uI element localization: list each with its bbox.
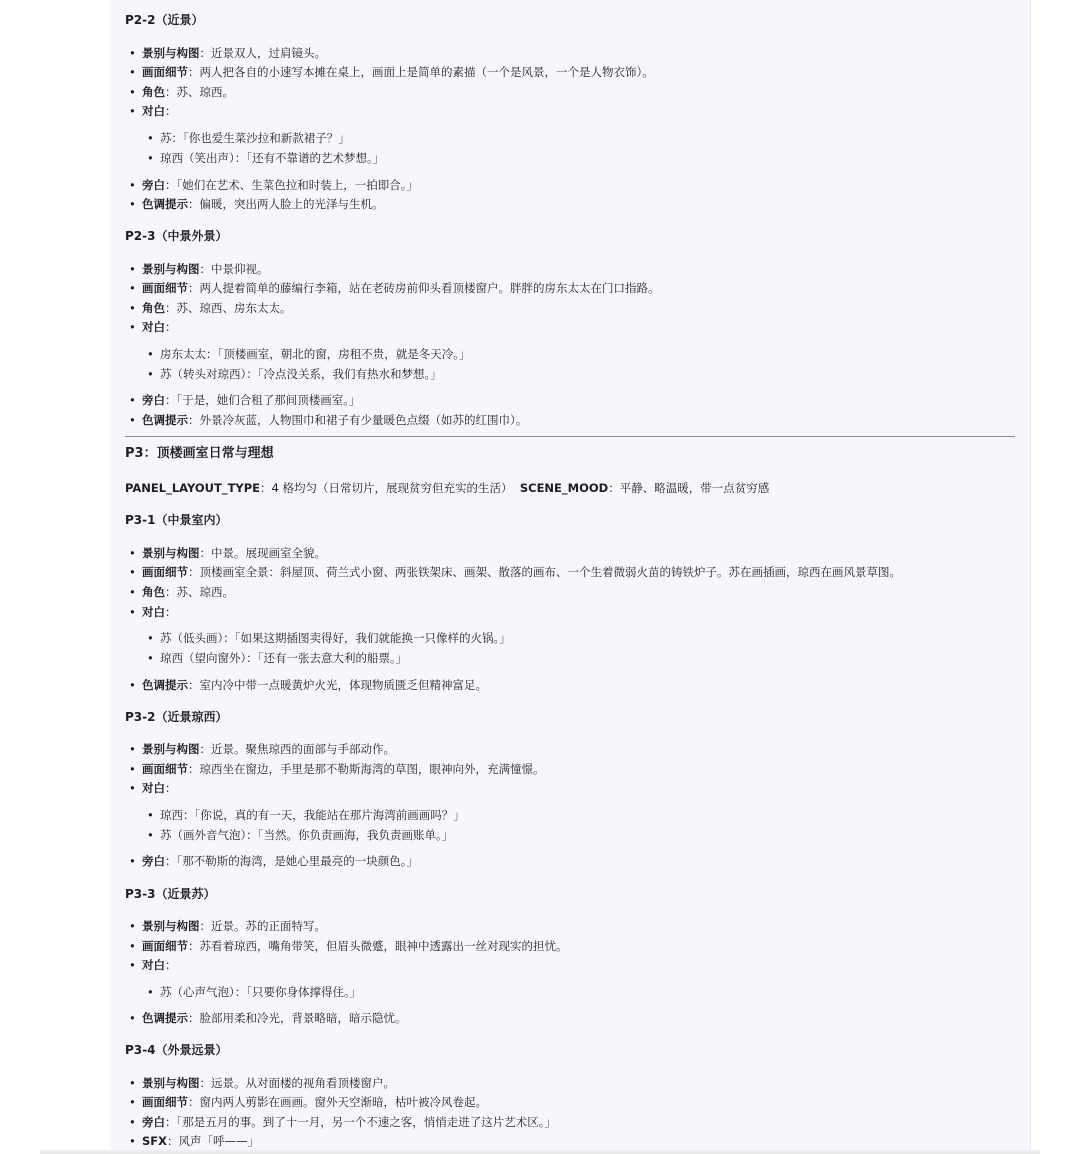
list-item: • 画面细节：顶楼画室全景：斜屋顶、荷兰式小窗、两张铁架床、画架、散落的画布、一个生着微弱火苗的铸铁炉子。苏在画插画，琼西在画风景草图。 — [142, 564, 901, 580]
section-heading-p3-3: P3-3（近景苏） — [125, 887, 216, 901]
panel-layout-line: PANEL_LAYOUT_TYPE：4 格均匀（日常切片，展现贫穷但充实的生活） SCENE_MOOD：平静、略温暖，带一点贫穷感 — [125, 481, 770, 495]
list-item: • 色调提示：偏暖，突出两人脸上的光泽与生机。 — [142, 196, 384, 212]
list-item: • 对白： — [142, 604, 177, 620]
list-item: • 画面细节：两人提着简单的藤编行李箱，站在老砖房前仰头看顶楼窗户。胖胖的房东太太在门口指路。 — [142, 280, 660, 296]
list-item: • 色调提示：脸部用柔和冷光，背景略暗，暗示隐忧。 — [142, 1010, 407, 1026]
list-item: • 色调提示：室内冷中带一点暖黄炉火光，体现物质匮乏但精神富足。 — [142, 677, 487, 693]
dialogue-line: • 琼西：「你说，真的有一天，我能站在那片海湾前画画吗？」 — [160, 807, 465, 823]
list-item: • 画面细节：两人把各自的小速写本摊在桌上，画面上是简单的素描（一个是风景，一个是人物衣饰）。 — [142, 64, 654, 80]
list-item: • 对白： — [142, 957, 177, 973]
section-heading-p3-2: P3-2（近景琼西） — [125, 710, 228, 724]
dialogue-line: • 房东太太：「顶楼画室，朝北的窗，房租不贵，就是冬天冷。」 — [160, 346, 471, 362]
list-item: • 旁白：「于是，她们合租了那间顶楼画室。」 — [142, 392, 361, 408]
list-item: • 景别与构图：中景。展现画室全貌。 — [142, 545, 326, 561]
list-item: • 旁白：「那不勒斯的海湾，是她心里最亮的一块颜色。」 — [142, 853, 418, 869]
list-item: • 旁白：「那是五月的事。到了十一月，另一个不速之客，悄悄走进了这片艺术区。」 — [142, 1114, 556, 1130]
list-item: • 角色：苏、琼西。 — [142, 84, 234, 100]
section-heading-p2-3: P2-3（中景外景） — [125, 229, 228, 243]
page-heading-p3: P3：顶楼画室日常与理想 — [125, 446, 274, 461]
list-item: • 对白： — [142, 780, 177, 796]
list-item: • 对白： — [142, 319, 177, 335]
section-heading-p2-2: P2-2（近景） — [125, 13, 204, 27]
list-item: • 景别与构图：近景双人，过肩镜头。 — [142, 45, 326, 61]
list-item: • SFX：风声「呼——」 — [142, 1133, 259, 1149]
dialogue-line: • 苏：「你也爱生菜沙拉和新款裙子？」 — [160, 130, 350, 146]
list-item: • 景别与构图：中景仰视。 — [142, 261, 269, 277]
panel-edge — [1030, 0, 1031, 1154]
list-item: • 景别与构图：近景。苏的正面特写。 — [142, 918, 326, 934]
list-item: • 旁白：「她们在艺术、生菜色拉和时装上，一拍即合。」 — [142, 177, 418, 193]
dialogue-line: • 苏（画外音气泡）：「当然。你负责画海，我负责画账单。」 — [160, 827, 453, 843]
section-heading-p3-4: P3-4（外景远景） — [125, 1043, 228, 1057]
dialogue-line: • 苏（心声气泡）：「只要你身体撑得住。」 — [160, 984, 361, 1000]
dialogue-line: • 琼西（望向窗外）：「还有一张去意大利的船票。」 — [160, 650, 407, 666]
list-item: • 画面细节：琼西坐在窗边，手里是那不勒斯海湾的草图，眼神向外，充满憧憬。 — [142, 761, 545, 777]
list-item: • 色调提示：外景冷灰蓝，人物围巾和裙子有少量暖色点缀（如苏的红围巾）。 — [142, 412, 527, 428]
list-item: • 角色：苏、琼西、房东太太。 — [142, 300, 292, 316]
list-item: • 画面细节：窗内两人剪影在画画。窗外天空渐暗，枯叶被冷风卷起。 — [142, 1094, 487, 1110]
list-item: • 景别与构图：近景。聚焦琼西的面部与手部动作。 — [142, 741, 395, 757]
list-item: • 画面细节：苏看着琼西，嘴角带笑，但眉头微蹙，眼神中透露出一丝对现实的担忧。 — [142, 938, 568, 954]
bottom-edge — [40, 1150, 1040, 1154]
section-heading-p3-1: P3-1（中景室内） — [125, 513, 228, 527]
dialogue-line: • 琼西（笑出声）：「还有不靠谱的艺术梦想。」 — [160, 150, 384, 166]
dialogue-line: • 苏（低头画）：「如果这期插图卖得好，我们就能换一只像样的火锅。」 — [160, 630, 511, 646]
horizontal-rule — [125, 436, 1015, 437]
list-item: • 对白： — [142, 103, 177, 119]
list-item: • 景别与构图：远景。从对面楼的视角看顶楼窗户。 — [142, 1075, 395, 1091]
list-item: • 角色：苏、琼西。 — [142, 584, 234, 600]
dialogue-line: • 苏（转头对琼西）：「冷点没关系，我们有热水和梦想。」 — [160, 366, 442, 382]
